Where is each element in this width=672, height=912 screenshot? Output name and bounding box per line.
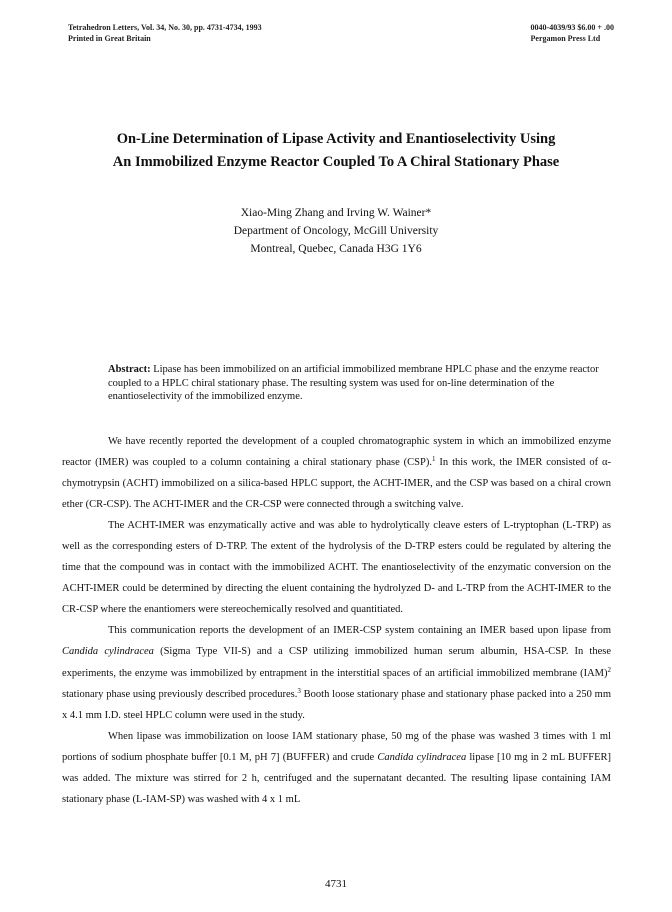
page-number: 4731: [325, 878, 347, 890]
paragraph-3-text-c: stationary phase using previously described procedures.: [62, 688, 298, 700]
author-department: Department of Oncology, McGill University: [233, 225, 439, 237]
author-address: Montreal, Quebec, Canada H3G 1Y6: [250, 243, 422, 255]
abstract-label: Abstract:: [108, 364, 151, 375]
journal-citation: [68, 22, 262, 44]
paragraph-3-text-b: (Sigma Type VII-S) and a CSP utilizing immobilized human serum albumin, HSA-CSP. In these experiments, the enzyme was immobilized by entrapment in the interstitial spaces of an artificial immobilized membrane (IAM): [62, 646, 611, 679]
reference-3: 3: [297, 686, 301, 695]
abstract-text: Lipase has been immobilized on an artificial immobilized membrane HPLC phase and the enzyme reactor coupled to a HPLC chiral stationary phase. The resulting system was used for on-line determination of the enantioselectivity of the immobilized enzyme.: [108, 364, 599, 402]
paragraph-2: The ACHT-IMER was enzymatically active and was able to hydrolytically cleave esters of L-tryptophan (L-TRP) as well as the corresponding esters of D-TRP. The extent of the hydrolysis of the D-TRP esters could be regulated by altering the time that the compound was in contact with the immobilized ACHT. The enantioselectivity of the enzymatic conversion on the ACHT-IMER could be determined by directing the eluent containing the hydrolyzed D- and L-TRP from the ACHT-IMER to the CR-CSP where the enantiomers were stereochemically resolved and quantitiated.: [62, 520, 611, 616]
paper-title: [60, 128, 612, 174]
reference-1: 1: [432, 455, 436, 464]
citation-line: Tetrahedron Letters, Vol. 34, No. 30, pp. 4731-4734, 1993: [68, 23, 262, 32]
reference-2: 2: [607, 665, 611, 674]
printed-in-line: Printed in Great Britain: [68, 34, 151, 43]
species-name: Candida cylindracea: [62, 646, 154, 658]
author-names: Xiao-Ming Zhang and Irving W. Wainer*: [240, 207, 432, 219]
publisher-info: [531, 22, 614, 44]
price-code: 0040-4039/93 $6.00 + .00: [530, 23, 614, 32]
paragraph-3-text-d: Booth loose stationary phase and stationary phase packed into a 250 mm x 4.1 mm I.D. steel HPLC column were used in the study.: [62, 688, 611, 721]
paragraph-1: [62, 431, 611, 515]
body-text: [62, 431, 611, 810]
title-line-1: On-Line Determination of Lipase Activity and Enantioselectivity Using: [116, 131, 556, 147]
paragraph-1-text-b: In this work, the IMER consisted of α-chymotrypsin (ACHT) immobilized on a silica-based HPLC support, the ACHT-IMER, and the CSP was based on a chiral crown ether (CR-CSP). The ACHT-IMER and the CR-CSP were connected through a switching valve.: [62, 457, 611, 511]
paragraph-3-text-a: This communication reports the development of an IMER-CSP system containing an IMER based upon lipase from: [108, 625, 611, 637]
species-name: Candida cylindracea: [377, 751, 467, 763]
paragraph-4: [62, 726, 611, 810]
publisher-name: Pergamon Press Ltd: [530, 34, 601, 43]
abstract: [108, 363, 600, 404]
paragraph-1-text-a: We have recently reported the development of a coupled chromatographic system in which an immobilized enzyme reactor (IMER) was coupled to a column containing a chiral stationary phase (CSP).: [62, 436, 611, 469]
author-block: [60, 204, 612, 258]
title-line-2: An Immobilized Enzyme Reactor Coupled To A Chiral Stationary Phase: [112, 154, 560, 170]
paragraph-4-text-a: When lipase was immobilization on loose IAM stationary phase, 50 mg of the phase was washed 3 times with 1 ml portions of sodium phosphate buffer [0.1 M, pH 7] (BUFFER) and crude: [62, 730, 611, 763]
paragraph-4-text-b: lipase [10 mg in 2 mL BUFFER] was added. The mixture was stirred for 2 h, centrifuged and the supernatant decanted. The resulting lipase containing IAM stationary phase (L-IAM-SP) was washed with 4 x 1 mL: [62, 751, 611, 805]
paragraph-3: [62, 620, 611, 725]
